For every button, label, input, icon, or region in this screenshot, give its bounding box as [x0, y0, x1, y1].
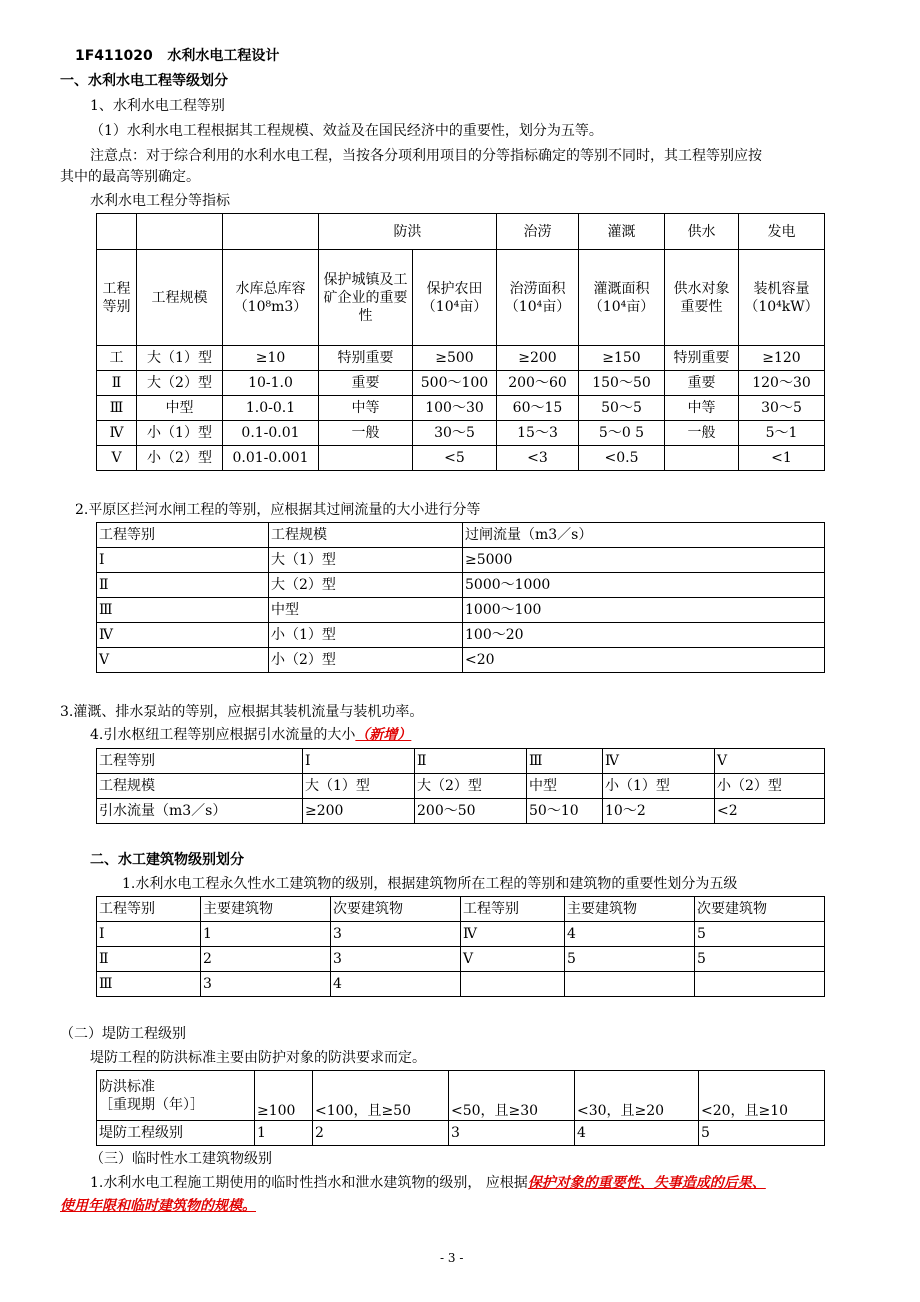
- cell: Ⅴ: [461, 947, 565, 972]
- table-row: [97, 446, 825, 471]
- cell: 中型: [269, 598, 463, 623]
- cell: [461, 972, 565, 997]
- cell: 小（1）型: [137, 421, 223, 446]
- s1-subtitle: 1、水利水电工程等别: [90, 98, 225, 114]
- s7-highlight-1: 保护对象的重要性、失事造成的后果、: [527, 1175, 766, 1191]
- table-row: [97, 922, 825, 947]
- s7-highlight-2: 使用年限和临时建筑物的规模。: [60, 1198, 256, 1214]
- cell: 小（1）型: [603, 774, 715, 799]
- cell: ≥200: [497, 346, 579, 371]
- cell: 50～10: [527, 799, 603, 824]
- s4-text: [90, 725, 411, 745]
- cell: 大（2）型: [269, 573, 463, 598]
- cell: 150～50: [579, 371, 665, 396]
- cell: 2: [201, 947, 331, 972]
- cell: <1: [739, 446, 825, 471]
- cell: <3: [497, 446, 579, 471]
- cell: 1: [201, 922, 331, 947]
- cell: Ⅴ: [715, 749, 825, 774]
- cell: 3: [331, 947, 461, 972]
- table-row: [97, 972, 825, 997]
- cell: <5: [413, 446, 497, 471]
- cell: 60～15: [497, 396, 579, 421]
- cell: 500～100: [413, 371, 497, 396]
- section-heading: [75, 46, 279, 66]
- header-drain-area: 治涝面积 （10⁴亩）: [497, 250, 579, 346]
- table-row: [97, 947, 825, 972]
- cell: 200～60: [497, 371, 579, 396]
- cell: 大（2）型: [137, 371, 223, 396]
- cell: 5000～1000: [463, 573, 825, 598]
- group-drain: 治涝: [497, 214, 579, 250]
- header-scale: 工程规模: [137, 250, 223, 346]
- header-reservoir: 水库总库容 （10⁸m3）: [223, 250, 319, 346]
- table-row: [97, 774, 825, 799]
- cell: 3: [201, 972, 331, 997]
- table-row: [97, 598, 825, 623]
- cell: 中型: [137, 396, 223, 421]
- s5-title: 二、水工建筑物级别划分: [90, 852, 244, 868]
- cell: 中等: [665, 396, 739, 421]
- cell: 重要: [665, 371, 739, 396]
- table-row: [97, 897, 825, 922]
- cell: Ⅳ: [97, 623, 269, 648]
- page-number: - 3 -: [440, 1251, 464, 1265]
- new-tag: （新增）: [355, 727, 412, 743]
- cell: Ⅳ: [603, 749, 715, 774]
- note-line-1: 注意点：对于综合利用的水利水电工程，当按各分项利用项目的分等指标确定的等别不同时，其工程等别应按: [90, 148, 762, 164]
- building-level-table: [96, 896, 825, 997]
- cell: Ⅲ: [97, 972, 201, 997]
- table-row: [97, 548, 825, 573]
- cell: 15～3: [497, 421, 579, 446]
- levee-table: [96, 1070, 825, 1146]
- cell: 中等: [319, 396, 413, 421]
- cell: 次要建筑物: [331, 897, 461, 922]
- cell: 3: [331, 922, 461, 947]
- cell: Ⅱ: [97, 947, 201, 972]
- blank-cell: [223, 214, 319, 250]
- cell: 堤防工程级别: [97, 1121, 255, 1146]
- cell: Ⅲ: [97, 396, 137, 421]
- s1-title: 一、水利水电工程等级划分: [60, 73, 228, 89]
- cell: 大（1）型: [269, 548, 463, 573]
- s4-label: 4.引水枢纽工程等别应根据引水流量的大小: [90, 727, 356, 743]
- cell: 小（2）型: [137, 446, 223, 471]
- cell: 5: [695, 922, 825, 947]
- cell: 工程等别: [97, 749, 303, 774]
- cell: <0.5: [579, 446, 665, 471]
- cell: 1000～100: [463, 598, 825, 623]
- group-power: 发电: [739, 214, 825, 250]
- cell: 工: [97, 346, 137, 371]
- section-code: 1F411020: [75, 48, 153, 64]
- cell: 5: [565, 947, 695, 972]
- cell: 工程规模: [97, 774, 303, 799]
- cell: 特别重要: [665, 346, 739, 371]
- table-row: [97, 1071, 825, 1121]
- table-row: [97, 573, 825, 598]
- cell: 一般: [319, 421, 413, 446]
- cell: [665, 446, 739, 471]
- cell: 2: [313, 1121, 449, 1146]
- cell: 4: [575, 1121, 699, 1146]
- s2-text: 2.平原区拦河水闸工程的等别，应根据其过闸流量的大小进行分等: [75, 502, 481, 518]
- group-irrigation: 灌溉: [579, 214, 665, 250]
- paragraph-1: （1）水利水电工程根据其工程规模、效益及在国民经济中的重要性，划分为五等。: [90, 123, 603, 139]
- cell: I: [97, 922, 201, 947]
- cell: <20: [463, 648, 825, 673]
- cell: 30～5: [413, 421, 497, 446]
- cell: I: [303, 749, 415, 774]
- header-capacity: 装机容量 （10⁴kW）: [739, 250, 825, 346]
- cell: [319, 446, 413, 471]
- cell: ≥500: [413, 346, 497, 371]
- cell: Ⅲ: [97, 598, 269, 623]
- table-row: [97, 1121, 825, 1146]
- cell: 大（1）型: [137, 346, 223, 371]
- group-supply: 供水: [665, 214, 739, 250]
- cell: 大（2）型: [415, 774, 527, 799]
- header-farmland: 保护农田 （10⁴亩）: [413, 250, 497, 346]
- cell: 小（2）型: [269, 648, 463, 673]
- s5-text: 1.水利水电工程永久性水工建筑物的级别，根据建筑物所在工程的等别和建筑物的重要性划分为五级: [122, 876, 738, 892]
- s7-label: 1.水利水电工程施工期使用的临时性挡水和泄水建筑物的级别， 应根据: [90, 1175, 528, 1191]
- header-flood-standard: 防洪标准 ［重现期（年）］: [97, 1071, 255, 1121]
- cell: Ⅱ: [415, 749, 527, 774]
- cell: 5: [695, 947, 825, 972]
- cell: 200～50: [415, 799, 527, 824]
- cell: ≥100: [255, 1071, 313, 1121]
- grading-index-table: [96, 213, 825, 471]
- s3-text: 3.灌溉、排水泵站的等别，应根据其装机流量与装机功率。: [60, 704, 424, 720]
- cell: <20，且≥10: [699, 1071, 825, 1121]
- cell: <50，且≥30: [449, 1071, 575, 1121]
- cell: [565, 972, 695, 997]
- cell: 5～1: [739, 421, 825, 446]
- cell: Ⅲ: [527, 749, 603, 774]
- cell: Ⅳ: [461, 922, 565, 947]
- header-cell: 工程等别: [97, 523, 269, 548]
- cell: 引水流量（m3／s）: [97, 799, 303, 824]
- cell: 小（1）型: [269, 623, 463, 648]
- cell: 50～5: [579, 396, 665, 421]
- table-row: [97, 648, 825, 673]
- cell: ≥120: [739, 346, 825, 371]
- cell: Ⅴ: [97, 446, 137, 471]
- cell: 3: [449, 1121, 575, 1146]
- table-row: [97, 799, 825, 824]
- cell: 重要: [319, 371, 413, 396]
- header-cell: 过闸流量（m3／s）: [463, 523, 825, 548]
- cell: [695, 972, 825, 997]
- header-supply-object: 供水对象重要性: [665, 250, 739, 346]
- cell: <100，且≥50: [313, 1071, 449, 1121]
- cell: 特别重要: [319, 346, 413, 371]
- table1-caption: 水利水电工程分等指标: [90, 193, 230, 209]
- cell: Ⅱ: [97, 573, 269, 598]
- cell: 主要建筑物: [565, 897, 695, 922]
- cell: 4: [331, 972, 461, 997]
- cell: 1.0-0.1: [223, 396, 319, 421]
- cell: 0.1-0.01: [223, 421, 319, 446]
- group-flood: 防洪: [319, 214, 497, 250]
- cell: <2: [715, 799, 825, 824]
- s7-title: （三）临时性水工建筑物级别: [90, 1151, 272, 1167]
- s7-text-line2: [60, 1196, 256, 1216]
- cell: 次要建筑物: [695, 897, 825, 922]
- header-cell: 工程规模: [269, 523, 463, 548]
- cell: 0.01-0.001: [223, 446, 319, 471]
- header-rank: 工程等别: [97, 250, 137, 346]
- cell: Ⅳ: [97, 421, 137, 446]
- cell: Ⅱ: [97, 371, 137, 396]
- cell: 5～0 5: [579, 421, 665, 446]
- table-row: [97, 421, 825, 446]
- cell: <30，且≥20: [575, 1071, 699, 1121]
- cell: Ⅴ: [97, 648, 269, 673]
- cell: 工程等别: [461, 897, 565, 922]
- cell: I: [97, 548, 269, 573]
- table-row: [97, 371, 825, 396]
- cell: 10～2: [603, 799, 715, 824]
- cell: 100～20: [463, 623, 825, 648]
- table-row: [97, 749, 825, 774]
- cell: 中型: [527, 774, 603, 799]
- s7-text-line1: [90, 1173, 766, 1193]
- blank-cell: [97, 214, 137, 250]
- cell: 小（2）型: [715, 774, 825, 799]
- cell: 5: [699, 1121, 825, 1146]
- cell: 4: [565, 922, 695, 947]
- cell: ≥10: [223, 346, 319, 371]
- cell: 大（1）型: [303, 774, 415, 799]
- cell: 工程等别: [97, 897, 201, 922]
- table-row: [97, 623, 825, 648]
- cell: 30～5: [739, 396, 825, 421]
- section-title: 水利水电工程设计: [167, 48, 280, 64]
- cell: ≥150: [579, 346, 665, 371]
- note-line-2: 其中的最高等别确定。: [60, 169, 200, 185]
- table-row: [97, 396, 825, 421]
- header-irrigation-area: 灌溉面积 （10⁴亩）: [579, 250, 665, 346]
- cell: 1: [255, 1121, 313, 1146]
- cell: 一般: [665, 421, 739, 446]
- blank-cell: [137, 214, 223, 250]
- cell: 120～30: [739, 371, 825, 396]
- cell: 主要建筑物: [201, 897, 331, 922]
- sluice-gate-table: [96, 522, 825, 673]
- cell: 10-1.0: [223, 371, 319, 396]
- cell: 100～30: [413, 396, 497, 421]
- diversion-table: [96, 748, 825, 824]
- cell: ≥5000: [463, 548, 825, 573]
- s6-text: 堤防工程的防洪标准主要由防护对象的防洪要求而定。: [90, 1050, 426, 1066]
- table-row: [97, 346, 825, 371]
- cell: ≥200: [303, 799, 415, 824]
- s6-title: （二）堤防工程级别: [60, 1026, 186, 1042]
- header-city-importance: 保护城镇及工矿企业的重要性: [319, 250, 413, 346]
